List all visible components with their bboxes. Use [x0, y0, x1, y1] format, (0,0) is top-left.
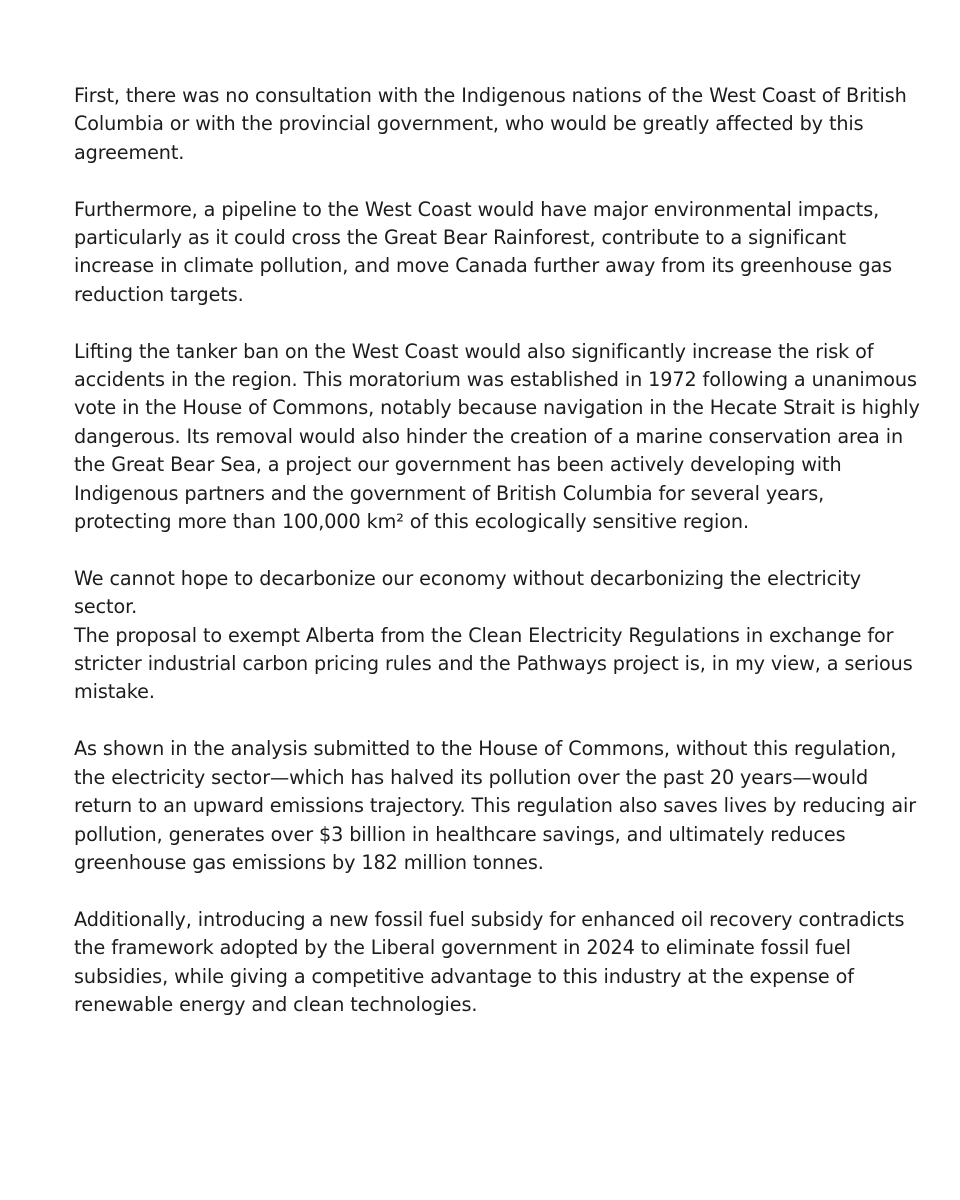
paragraph-consultation: First, there was no consultation with the Indigenous nations of the West Coast of British Columbia or with the provincial government, who would be greatly affected by this agreement.: [74, 84, 907, 164]
paragraph-electricity-regulation-analysis: As shown in the analysis submitted to the House of Commons, without this regulation, the electricity sector—which has halved its pollution over the past 20 years—would return to an upward emissions trajectory. This regulation also saves lives by reducing air pollution, generates over $3 billion in healthcare savings, and ultimately reduces greenhouse gas emissions by 182 million tonnes.: [74, 737, 916, 874]
paragraph-pipeline-impacts: Furthermore, a pipeline to the West Coast would have major environmental impacts, particularly as it could cross the Great Bear Rainforest, contribute to a significant increase in climate pollution, and move Canada further away from its greenhouse gas reduction targets.: [74, 197, 892, 306]
paragraph-decarbonize: We cannot hope to decarbonize our economy without decarbonizing the electricity sector.: [74, 566, 862, 619]
document-body: [74, 82, 920, 1048]
paragraph-fossil-fuel-subsidy: Additionally, introducing a new fossil fuel subsidy for enhanced oil recovery contradicts the framework adopted by the Liberal government in 2024 to eliminate fossil fuel subsidies, while giving a competitive advantage to this industry at the expense of renewable energy and clean technologies.: [74, 907, 905, 1016]
paragraph-tanker-ban: Lifting the tanker ban on the West Coast would also significantly increase the risk of accidents in the region. This moratorium was established in 1972 following a unanimous vote in the House of Commons, notably because navigation in the Hecate Strait is highly dangerous. Its removal would also hinder the creation of a marine conservation area in the Great Bear Sea, a project our government has been actively developing with Indigenous partners and the government of British Columbia for several years, protecting more than 100,000 km² of this ecologically sensitive region.: [74, 339, 920, 534]
paragraph-clean-electricity-exemption: The proposal to exempt Alberta from the Clean Electricity Regulations in exchange for stricter industrial carbon pricing rules and the Pathways project is, in my view, a serious mistake.: [74, 623, 913, 704]
